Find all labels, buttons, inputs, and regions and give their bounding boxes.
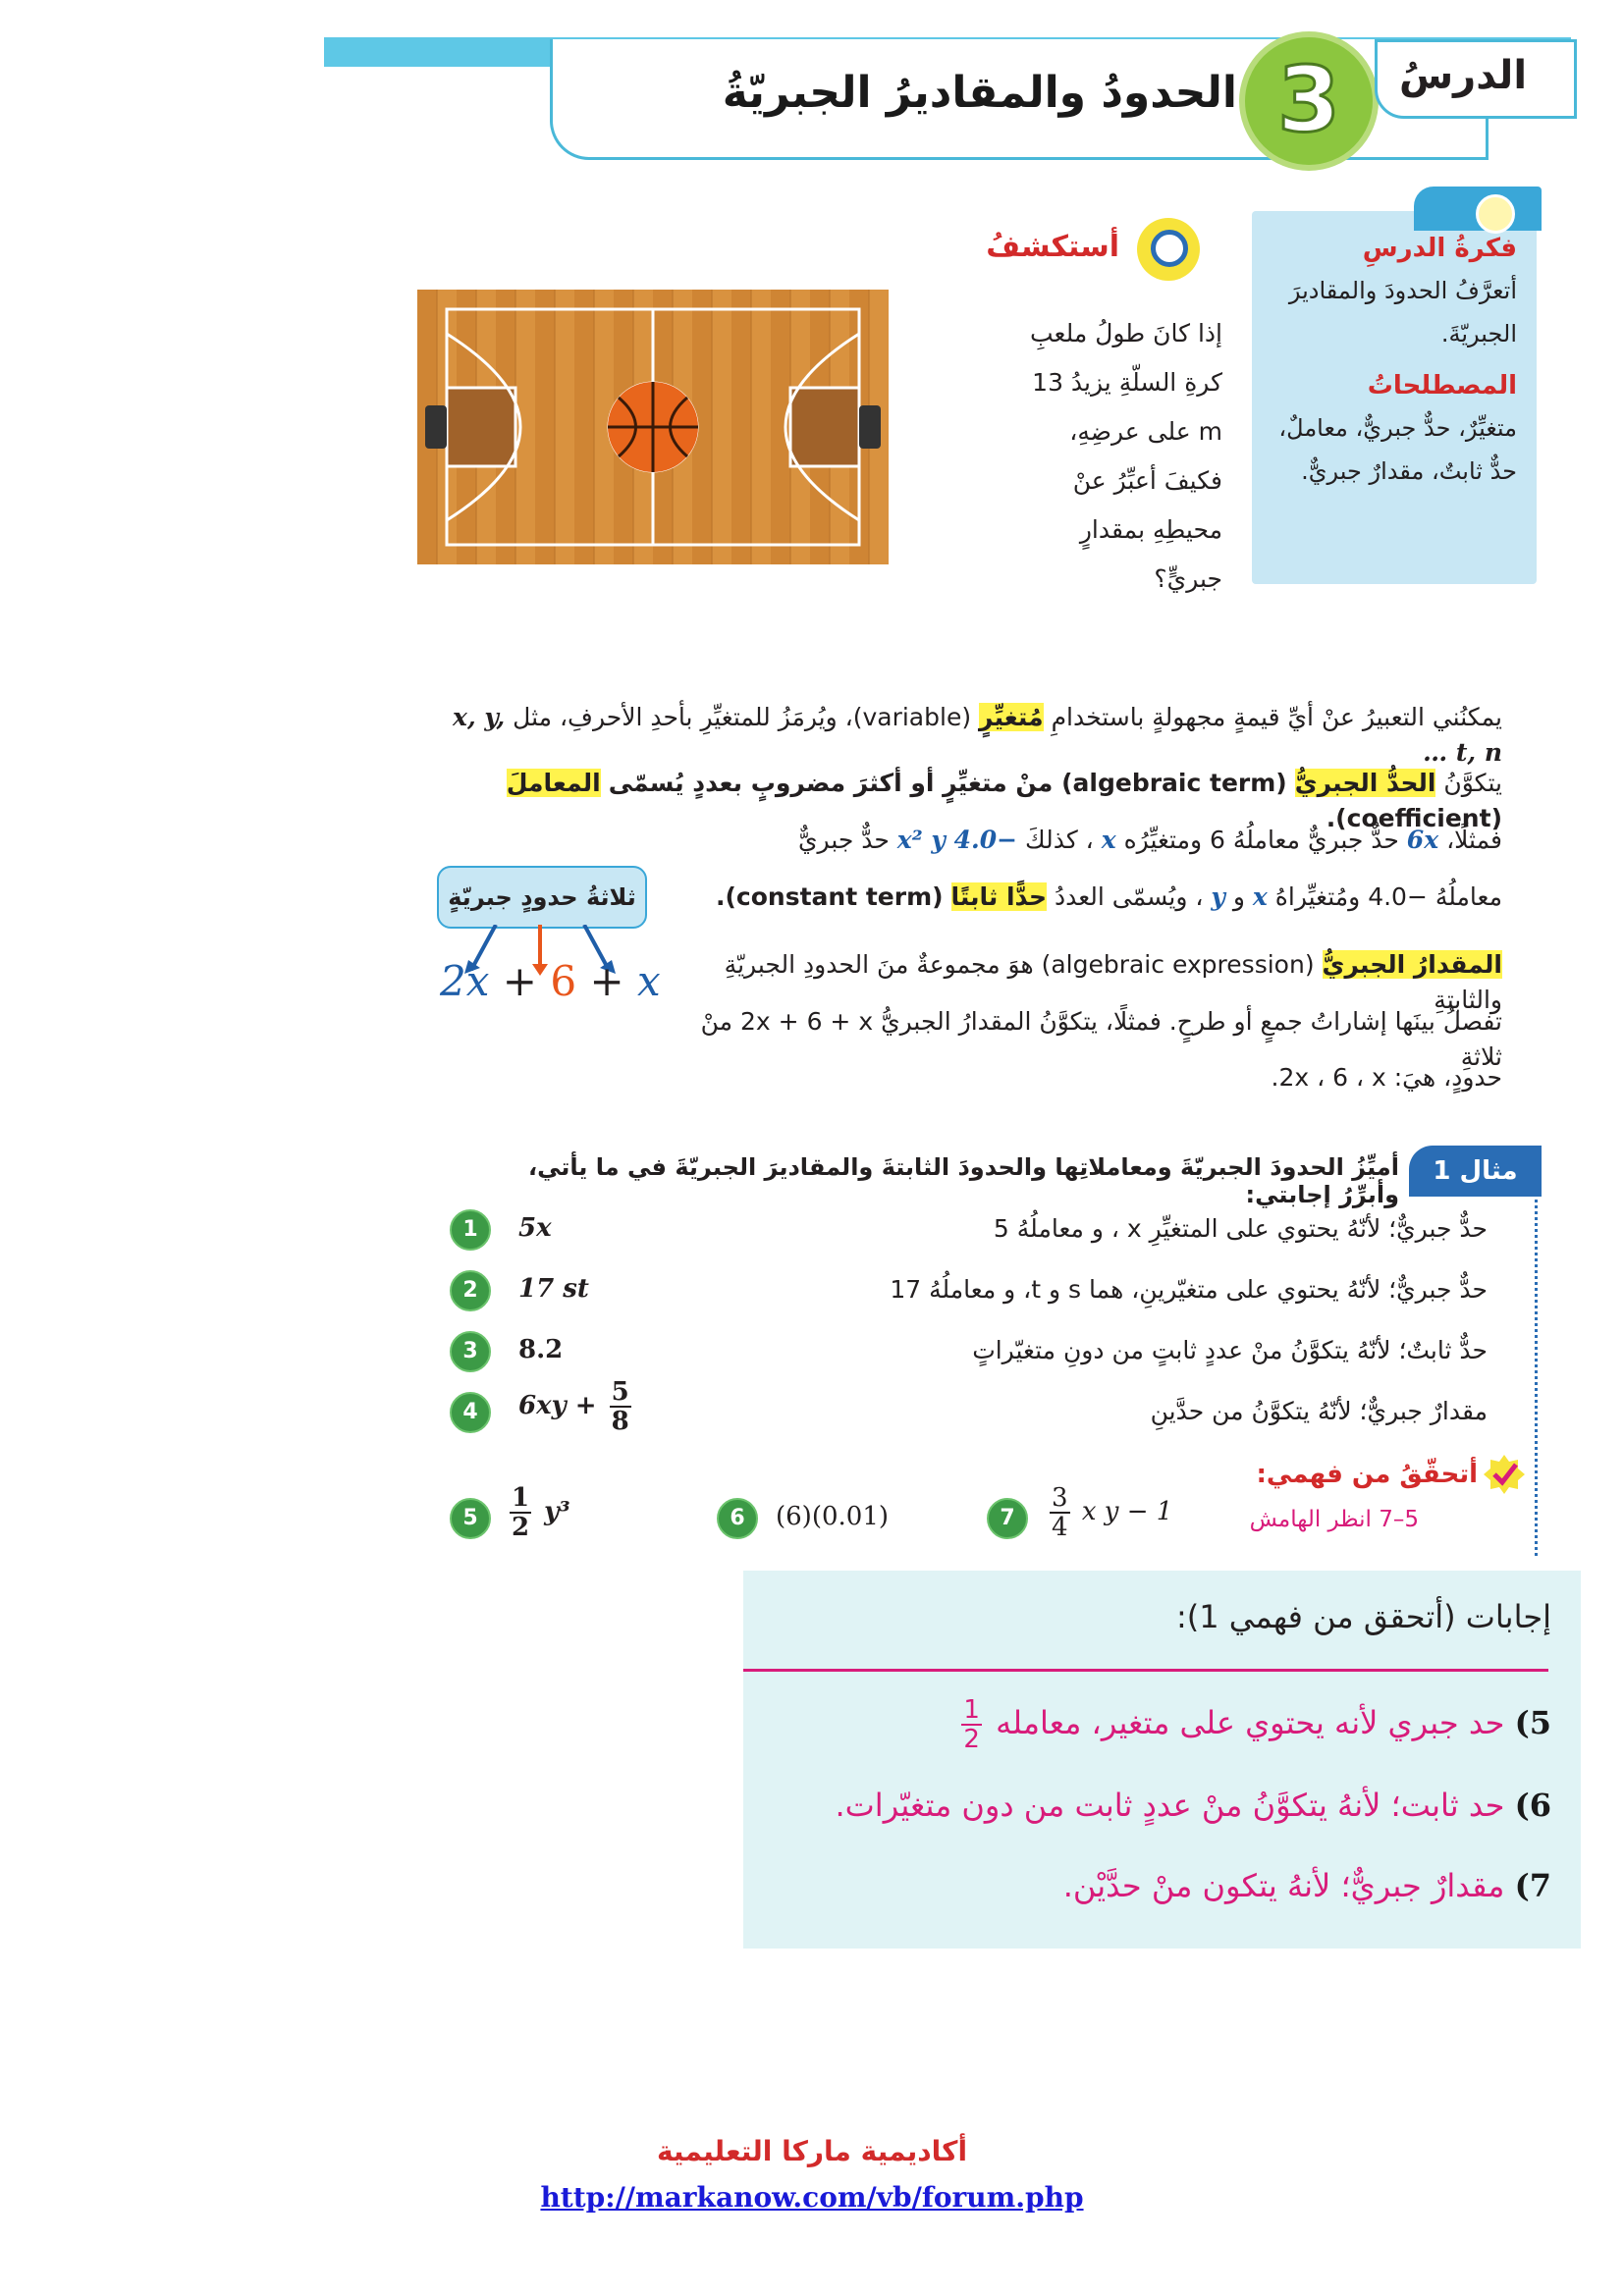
example-tab: مثال 1: [1409, 1146, 1542, 1197]
answer-6-text: حد ثابت؛ لأنهُ يتكوَّنُ منْ عددٍ ثابت من دون متغيّرات.: [835, 1787, 1505, 1824]
item-answer-4: مقدارٌ جبريٌّ؛ لأنّهُ يتكوَّنُ من حدَّينِ: [1150, 1397, 1488, 1425]
answer-5-text: حد جبري لأنه يحتوي على متغير، معامله: [996, 1704, 1505, 1741]
p4-math-y: y: [1211, 882, 1225, 911]
item-answer-2: حدٌّ جبريٌّ؛ لأنّهُ يحتوي على متغيّرينِ، هما s و t، و معاملُهُ 17: [890, 1275, 1488, 1304]
fraction-denominator: 4: [1052, 1513, 1068, 1542]
answer-7-number: 7): [1514, 1867, 1551, 1904]
p3-math-x: x: [1101, 826, 1116, 854]
check-expr-6: (6)(0.01): [776, 1502, 890, 1531]
idea-heading: فكرةُ الدرسِ: [1362, 234, 1517, 263]
answer-7: [766, 1867, 1551, 1904]
expr-term-6: 6: [550, 957, 577, 1005]
footer-link[interactable]: http://markanow.com/vb/forum.php: [540, 2181, 1084, 2214]
p3-math-6x: 6x: [1406, 826, 1439, 854]
answers-divider: [743, 1669, 1548, 1672]
expr-plus-1: +: [502, 957, 537, 1005]
footer-academy: أكاديمية ماركا التعليمية: [656, 2135, 968, 2167]
check-number-6: 6: [717, 1498, 758, 1539]
lesson-number: 3: [1276, 47, 1340, 152]
lesson-label: الدرسُ: [1398, 53, 1528, 98]
check-7-fraction: [1050, 1484, 1070, 1541]
fraction-denominator: 2: [512, 1513, 530, 1542]
terms-text: متغيِّرٌ، حدٌّ جبريٌّ، معاملٌ، حدٌّ ثابتٌ، مقدارٌ جبريٌّ.: [1278, 414, 1517, 485]
fraction-numerator: 1: [963, 1695, 980, 1725]
expr-plus-2: +: [589, 957, 624, 1005]
answer-6-number: 6): [1514, 1787, 1551, 1824]
lightbulb-icon: [1476, 194, 1515, 234]
item-number-2: 2: [450, 1270, 491, 1311]
item-number-4: 4: [450, 1392, 491, 1433]
p3-text-c: ، كذلكَ: [1025, 826, 1094, 854]
answer-5: [766, 1696, 1551, 1753]
p3-math-term: −4.0 x² y: [896, 826, 1018, 854]
p3-text-b: حدٌّ جبريٌّ معاملُهُ 6 ومتغيِّرُه: [1123, 826, 1399, 854]
term-constant: حدًّا ثابتًا: [950, 882, 1048, 911]
p4-text-b: و: [1232, 882, 1245, 911]
p1-rest: (variable)، ويُرمَزُ للمتغيِّرِ بأحدِ الأحرفِ، مثل: [513, 703, 972, 731]
fraction-numerator: 1: [512, 1483, 530, 1513]
answer-7-text: مقدارٌ جبريٌّ؛ لأنهُ يتكون منْ حدَّيْن.: [1062, 1867, 1505, 1904]
p3-text-d: حدٌّ جبريٌّ: [797, 826, 890, 854]
terms-heading: المصطلحاتُ: [1367, 371, 1517, 400]
expr-term-2x: 2x: [440, 957, 490, 1005]
example-border: [1535, 1193, 1538, 1556]
answers-title: إجابات (أتحقق من فهمي 1):: [1175, 1598, 1551, 1635]
item-expr-3: 8.2: [518, 1335, 564, 1364]
expr-term-x: x: [637, 957, 661, 1005]
term-algebraic-term: الحدُّ الجبريُّ: [1294, 769, 1436, 797]
answer-5-number: 5): [1514, 1704, 1551, 1741]
p4-text-a: معاملُهُ −4.0 ومُتغيِّراهُ: [1274, 882, 1502, 911]
example-instruction: أميِّزُ الحدودَ الجبريّةَ ومعاملاتِها والحدودَ الثابتةَ والمقاديرَ الجبريّةَ في ما يأتي، وأبرِّرُ إجابتي:: [528, 1153, 1399, 1208]
item-number-3: 3: [450, 1331, 491, 1372]
idea-text: أتعرَّفُ الحدودَ والمقاديرَ الجبريّةَ.: [1288, 277, 1517, 347]
check-badge-icon: [1483, 1453, 1526, 1496]
check-7-text: x y − 1: [1081, 1497, 1173, 1526]
p1-text: يمكنُني التعبيرُ عنْ أيِّ قيمةٍ مجهولةٍ باستخدامِ: [1051, 703, 1502, 731]
check-note: 5–7 انظر الهامش: [1249, 1507, 1419, 1532]
paragraph-constant-term: [677, 880, 1502, 915]
paragraph-expression-example: تفصلُ بينَها إشاراتُ جمعٍ أو طرحٍ. فمثلًا، يتكوَّنُ المقدارُ الجبريُّ 2x + 6 + x منْ ثلاثةِ: [700, 1007, 1502, 1071]
p1-variables: x, y, t, n …: [453, 703, 1502, 767]
fraction-numerator: 3: [1052, 1483, 1068, 1513]
explore-heading: أستكشفُ: [986, 230, 1119, 264]
example-expression: [440, 957, 661, 1005]
p3-text-a: فمثلًا،: [1446, 826, 1502, 854]
check-number-5: 5: [450, 1498, 491, 1539]
paragraph-example-terms: [677, 823, 1502, 858]
item-expr-4-fraction: [610, 1378, 631, 1435]
magnifier-lens: [1151, 230, 1188, 267]
basketball-court-image: [417, 290, 889, 564]
item-expr-4: [518, 1378, 635, 1435]
item-expr-1: 5x: [518, 1213, 552, 1243]
term-coefficient: المعاملَ: [506, 769, 601, 797]
fraction-numerator: 5: [611, 1377, 629, 1407]
term-algebraic-expression: المقدارُ الجبريُّ: [1322, 950, 1502, 979]
check-heading: أتحقّقُ من فهمي:: [1256, 1460, 1478, 1489]
check-5-fraction: [510, 1484, 531, 1541]
p4-text-c: ، ويُسمّى العددُ: [1054, 882, 1204, 911]
term-variable: مُتغيِّرٍ: [979, 703, 1044, 731]
idea-content: [1267, 234, 1517, 493]
explore-text: إذا كانَ طولُ ملعبِ كرةِ السلّةِ يزيدُ 13 m على عرضِهِ، فكيفَ أعبِّرُ عنْ محيطِهِ بمقدارٍ جبريٍّ؟: [1030, 319, 1222, 593]
check-expr-5: [506, 1484, 570, 1541]
p2-text-a: يتكوَّنُ: [1443, 769, 1502, 797]
paragraph-expression-terms: حدودٍ، هيَ: 2x ، 6 ، x.: [1271, 1063, 1502, 1092]
item-answer-1: حدٌّ جبريٌّ؛ لأنّهُ يحتوي على المتغيِّرِ x ، و معاملُهُ 5: [993, 1214, 1488, 1243]
check-expr-7: [1046, 1484, 1172, 1541]
p5-text: (algebraic expression) هوَ مجموعةٌ منَ الحدودِ الجبريّةِ والثابتةِ: [724, 950, 1502, 1014]
fraction-denominator: 2: [963, 1725, 980, 1754]
item-expr-4-text: 6xy +: [518, 1391, 597, 1420]
p4-text-d: (constant term).: [715, 882, 944, 911]
p4-math-x: x: [1252, 882, 1268, 911]
paragraph-variable: [432, 700, 1502, 771]
p2-text-b: (algebraic term) منْ متغيِّرٍ أو أكثرَ مضروبٍ بعددٍ يُسمّى: [608, 769, 1287, 797]
answer-5-fraction: [961, 1696, 982, 1753]
answer-6: [766, 1787, 1551, 1824]
p2-text-c: (coefficient).: [1326, 804, 1502, 832]
fraction-denominator: 8: [611, 1407, 629, 1436]
check-number-7: 7: [987, 1498, 1028, 1539]
check-5-text: y³: [544, 1497, 570, 1526]
item-answer-3: حدٌّ ثابتٌ؛ لأنّهُ يتكوَّنُ منْ عددٍ ثابتٍ من دونِ متغيّراتٍ: [972, 1336, 1488, 1364]
item-expr-2: 17 st: [518, 1274, 589, 1304]
item-number-1: 1: [450, 1209, 491, 1251]
three-terms-bubble: ثلاثةُ حدودٍ جبريّةٍ: [437, 866, 647, 929]
lesson-title: الحدودُ والمقاديرُ الجبريّةُ: [722, 68, 1237, 118]
